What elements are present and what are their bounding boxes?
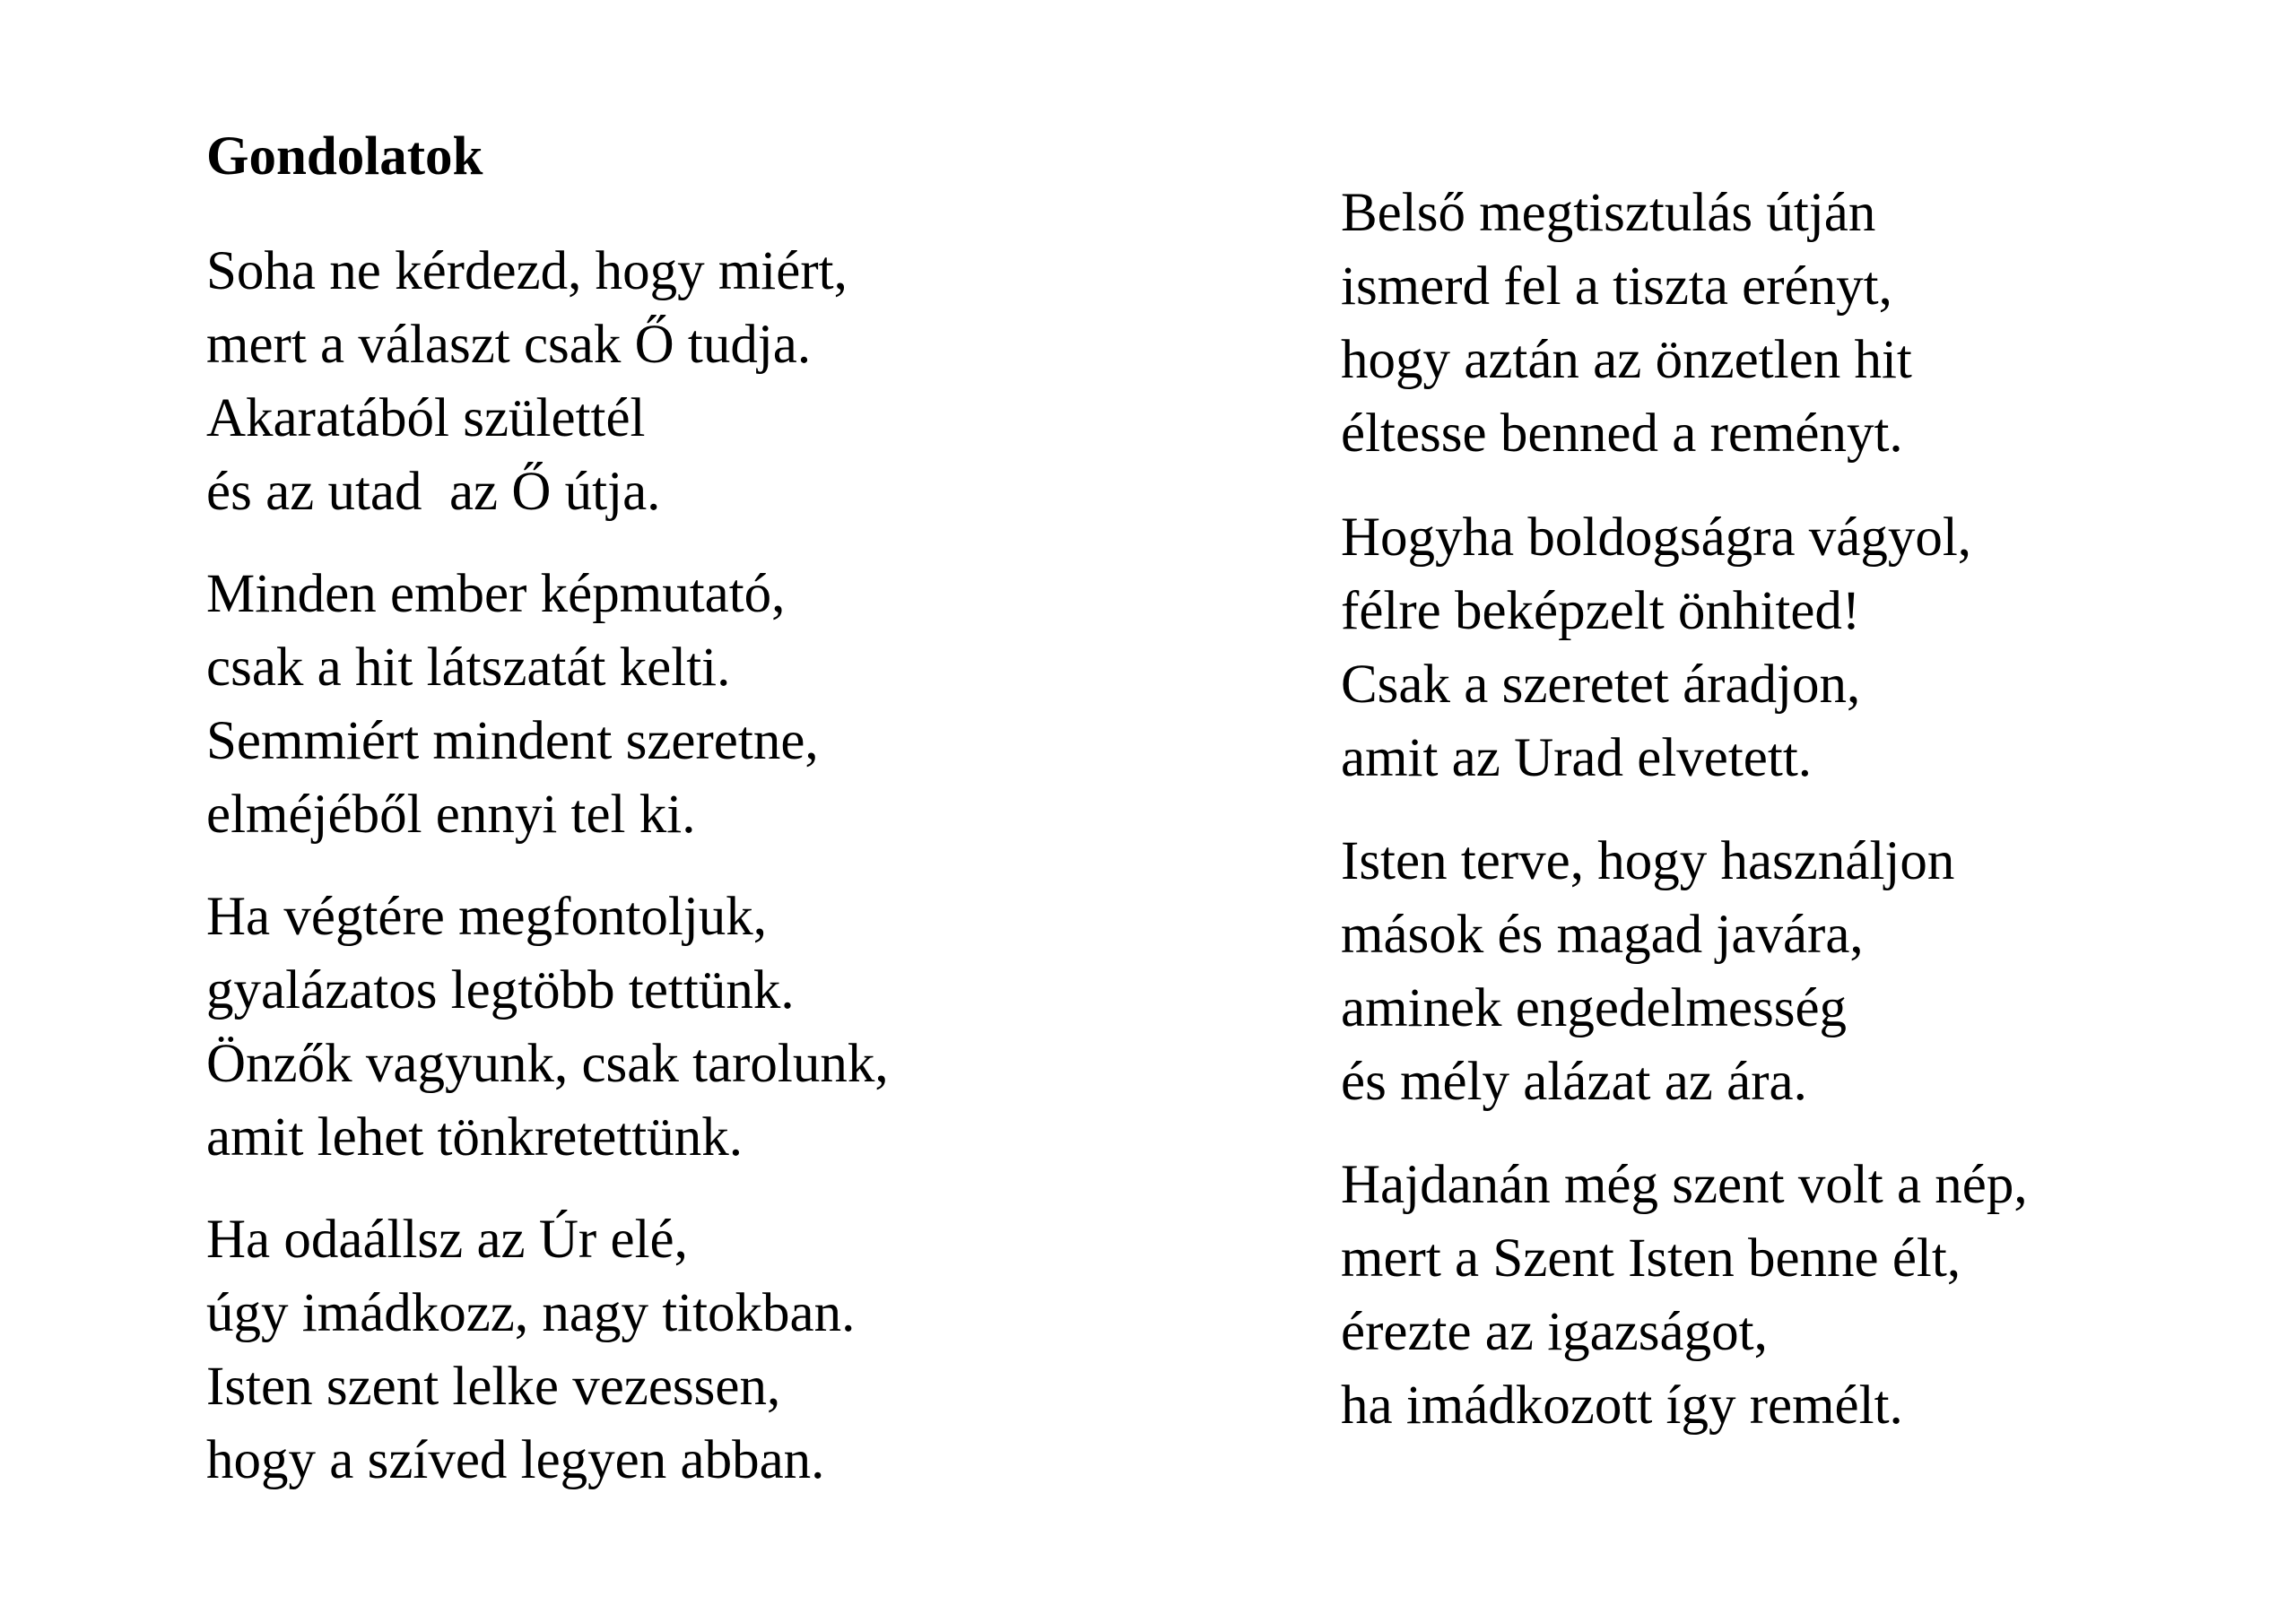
verse-line: Csak a szeretet áradjon, — [1341, 655, 1861, 715]
stanza — [1341, 501, 1971, 795]
verse-line: úgy imádkozz, nagy titokban. — [206, 1283, 856, 1343]
stanza — [1341, 177, 1912, 471]
stanza — [206, 558, 819, 852]
verse-line: amit lehet tönkretettünk. — [206, 1107, 743, 1167]
verse-line: félre beképzelt önhited! — [1341, 581, 1861, 641]
verse-line: Ha odaállsz az Úr elé, — [206, 1210, 688, 1270]
poem-title: Gondolatok — [206, 126, 483, 187]
verse-line: Soha ne kérdezd, hogy miért, — [206, 241, 848, 301]
stanza — [206, 1203, 855, 1497]
verse-line: ha imádkozott így remélt. — [1341, 1376, 1903, 1436]
verse-line: Isten szent lelke vezessen, — [206, 1357, 781, 1417]
stanza — [206, 881, 889, 1175]
verse-line: Semmiért mindent szeretne, — [206, 711, 819, 771]
stanza — [1341, 825, 1954, 1119]
verse-line: elméjéből ennyi tel ki. — [206, 785, 696, 845]
verse-line: csak a hit látszatát kelti. — [206, 638, 731, 698]
verse-line: Isten terve, hogy használjon — [1341, 831, 1955, 891]
verse-line: Belső megtisztulás útján — [1341, 183, 1876, 243]
verse-line: amit az Urad elvetett. — [1341, 728, 1813, 788]
verse-line: Ha végtére megfontoljuk, — [206, 887, 768, 947]
verse-line: mert a választ csak Ő tudja. — [206, 315, 812, 375]
verse-line: Önzők vagyunk, csak tarolunk, — [206, 1034, 889, 1094]
verse-line: és mély alázat az ára. — [1341, 1052, 1807, 1112]
verse-line: gyalázatos legtöbb tettünk. — [206, 960, 795, 1020]
stanza — [1341, 1149, 2028, 1443]
verse-line: Minden ember képmutató, — [206, 564, 786, 624]
verse-line: éltesse benned a reményt. — [1341, 404, 1903, 464]
verse-line: hogy a szíved legyen abban. — [206, 1430, 825, 1490]
verse-line: aminek engedelmesség — [1341, 978, 1848, 1038]
verse-line: hogy aztán az önzetlen hit — [1341, 330, 1912, 390]
verse-line: mások és magad javára, — [1341, 905, 1864, 965]
verse-line: ismerd fel a tiszta erényt, — [1341, 256, 1892, 317]
verse-line: Hogyha boldogságra vágyol, — [1341, 508, 1972, 568]
verse-line: érezte az igazságot, — [1341, 1302, 1768, 1362]
verse-line: Akaratából születtél — [206, 388, 646, 448]
verse-line: Hajdanán még szent volt a nép, — [1341, 1155, 2028, 1215]
stanza — [206, 235, 848, 529]
verse-line: mert a Szent Isten benne élt, — [1341, 1228, 1961, 1289]
verse-line: és az utad az Ő útja. — [206, 462, 661, 522]
